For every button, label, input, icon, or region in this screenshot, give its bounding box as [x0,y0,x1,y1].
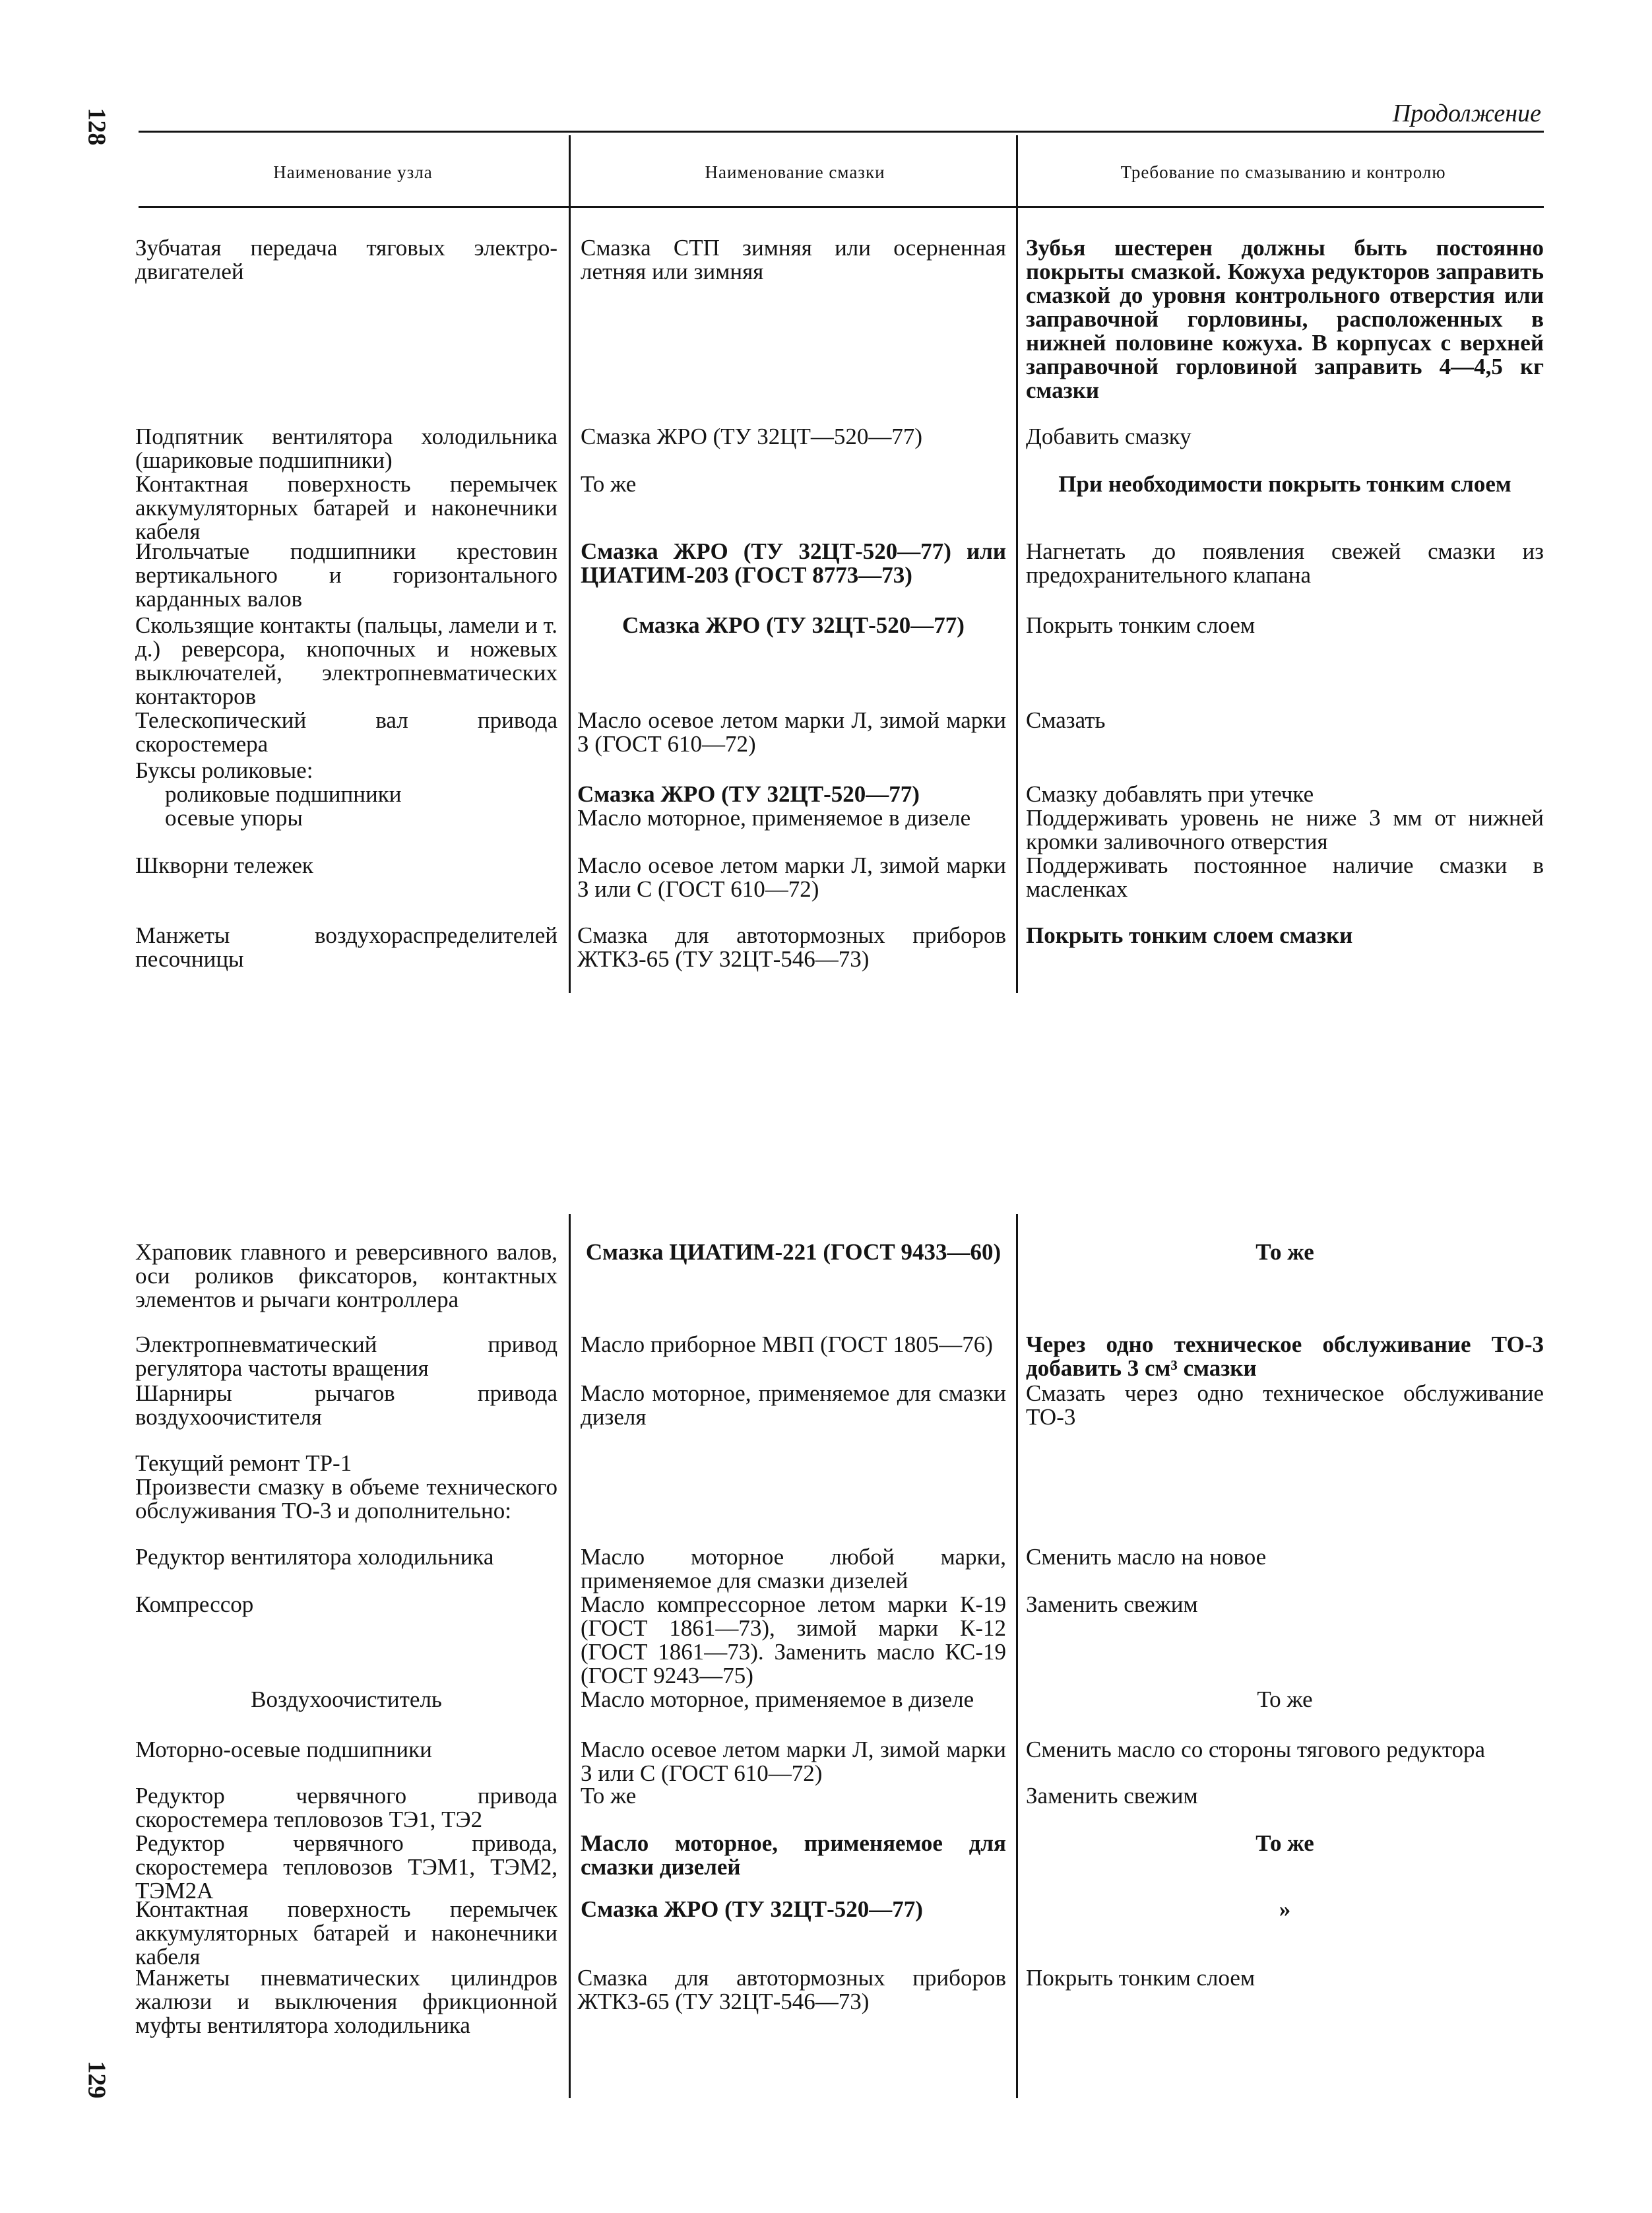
table-row-requirement: Заменить свежим [1026,1783,1198,1809]
page-number-bottom: 129 [82,2061,111,2099]
table-row-lubricant: Смазка ЖРО (ТУ 32ЦТ-520—77) или ЦИАТИМ-203 (ГОСТ 8773—73) [581,538,1006,589]
table-row-unit: Манжеты воздухораспределителей песочницы [135,922,557,973]
table-row-requirement: Сменить масло со стороны тягового редуктора [1026,1737,1486,1762]
table-row-requirement: Поддерживать уровень не ниже 3 мм от нижней кромки заливочного отверстия [1026,805,1544,855]
table-row-unit: Воздухоочиститель [251,1686,442,1712]
table-row-unit: Манжеты пневматических цилиндров жалюзи и выключения фрикционной муфты вентилятора холодильника [135,1965,557,2039]
column-header-unit: Наименование узла [273,162,433,182]
table-row-requirement: Поддерживать постоянное наличие смазки в масленках [1026,852,1544,903]
table-row-requirement: То же [1255,1239,1314,1265]
table-row-unit: Контактная поверхность перемычек аккумуляторных батарей и наконечники кабеля [135,471,557,545]
table-row-unit: Игольчатые подшипники крестовин вертикального и горизонтального карданных валов [135,538,557,612]
table-row-lubricant: Смазка ЦИАТИМ-221 (ГОСТ 9433—60) [585,1239,1001,1265]
table-row-requirement: При необходимости покрыть тонким слоем [1058,471,1511,497]
table-row-unit: Скользящие контакты (пальцы, ламели и т. д.) реверсора, кнопочных и ножевых выключателей, электропневматических контакторов [135,612,557,710]
table-row-requirement: Добавить смазку [1026,424,1191,449]
table-row-requirement: Смазать [1026,707,1106,733]
table-row-unit: Шкворни тележек [135,852,313,878]
table-row-unit: Произвести смазку в объеме технического обслуживания ТО-3 и дополнительно: [135,1474,557,1524]
table-row-lubricant: Масло осевое летом марки Л, зимой марки З (ГОСТ 610—72) [577,707,1006,757]
table-row-requirement: Смазку добавлять при утечке [1026,781,1314,807]
table-row-lubricant: Масло моторное, применяемое для смазки дизелей [581,1830,1006,1880]
table-row-requirement: Покрыть тонким слоем [1026,612,1255,638]
table-row-lubricant: Масло приборное МВП (ГОСТ 1805—76) [581,1331,993,1357]
column-divider-2-top [1016,135,1018,993]
table-row-lubricant: Масло осевое летом марки Л, зимой марки З или С (ГОСТ 610—72) [577,852,1006,903]
table-row-lubricant: Смазка ЖРО (ТУ 32ЦТ-520—77) [577,781,920,807]
table-row-requirement: Заменить свежим [1026,1591,1198,1617]
table-row-requirement: Покрыть тонким слоем смазки [1026,922,1353,948]
table-row-requirement: » [1279,1896,1291,1922]
page-number-top: 128 [82,108,111,146]
table-row-lubricant: Смазка ЖРО (ТУ 32ЦТ-520—77) [581,1896,923,1922]
table-row-unit: Подпятник вентилятора холодильника (шариковые подшипники) [135,424,557,474]
table-row-unit: Текущий ремонт ТР-1 [135,1450,352,1476]
table-row-lubricant: Смазка для автотормозных приборов ЖТКЗ-65 (ТУ 32ЦТ-546—73) [577,1965,1006,2015]
table-row-requirement: То же [1257,1686,1313,1712]
table-row-unit: роликовые подшипники [165,781,402,807]
table-row-unit: Буксы роликовые: [135,757,313,783]
table-row-unit: Редуктор червячного привода, скоростемера тепловозов ТЭМ1, ТЭМ2, ТЭМ2А [135,1830,557,1904]
table-row-lubricant: Смазка СТП зимняя или осерненная летняя или зимняя [581,235,1006,285]
column-divider-1-bottom [569,1214,571,2098]
table-row-lubricant: Масло компрессорное летом марки К-19 (ГОСТ 1861—73), зимой марки К-12 (ГОСТ 1861—73). Заменить масло КС-19 (ГОСТ 9243—75) [581,1591,1006,1689]
table-row-requirement: Сменить масло на новое [1026,1544,1267,1570]
table-row-requirement: Смазать через одно техническое обслуживание ТО-3 [1026,1380,1544,1430]
table-row-unit: Контактная поверхность перемычек аккумуляторных батарей и наконечники кабеля [135,1896,557,1970]
table-row-requirement: Через одно техническое обслуживание ТО-3 добавить 3 см³ смазки [1026,1331,1544,1382]
table-row-unit: осевые упоры [165,805,303,831]
continuation-label: Продолжение [1392,100,1541,127]
table-row-unit: Телескопический вал привода скоростемера [135,707,557,757]
table-row-lubricant: Смазка ЖРО (ТУ 32ЦТ-520—77) [622,612,965,638]
table-row-lubricant: Масло моторное любой марки, применяемое для смазки дизелей [581,1544,1006,1594]
table-row-unit: Электропневматический привод регулятора частоты вращения [135,1331,557,1382]
table-row-unit: Зубчатая передача тяговых электро-двигателей [135,235,557,285]
table-row-unit: Компрессор [135,1591,254,1617]
table-row-unit: Шарниры рычагов привода воздухоочистителя [135,1380,557,1430]
table-row-requirement: Нагнетать до появления свежей смазки из предохранительного клапана [1026,538,1544,589]
table-row-lubricant: Масло осевое летом марки Л, зимой марки З или С (ГОСТ 610—72) [581,1737,1006,1787]
table-row-unit: Редуктор вентилятора холодильника [135,1544,494,1570]
table-row-lubricant: То же [581,1783,637,1809]
table-row-lubricant: Смазка для автотормозных приборов ЖТКЗ-65 (ТУ 32ЦТ-546—73) [577,922,1006,973]
column-header-requirement: Требование по смазыванию и контролю [1120,162,1446,182]
table-row-requirement: Зубья шестерен должны быть постоянно покрыты смазкой. Кожуха редукторов заправить смазкой до уровня контрольного отверстия или заправочной горловины, расположенных в нижней половине кожуха. В корпусах с верхней заправочной горловиной заправить 4—4,5 кг смазки [1026,235,1544,404]
column-divider-2-bottom [1016,1214,1018,2098]
table-row-unit: Храповик главного и реверсивного валов, оси роликов фиксаторов, контактных элементов и рычаги контроллера [135,1239,557,1313]
table-row-requirement: То же [1255,1830,1314,1856]
table-row-unit: Редуктор червячного привода скоростемера тепловозов ТЭ1, ТЭ2 [135,1783,557,1833]
table-row-lubricant: Масло моторное, применяемое в дизеле [577,805,971,831]
table-row-lubricant: То же [581,471,637,497]
header-rule-top [139,131,1544,133]
table-row-lubricant: Смазка ЖРО (ТУ 32ЦТ—520—77) [581,424,923,449]
column-divider-1-top [569,135,571,993]
table-row-unit: Моторно-осевые подшипники [135,1737,432,1762]
table-row-requirement: Покрыть тонким слоем [1026,1965,1255,1991]
column-header-lubricant: Наименование смазки [705,162,885,182]
table-row-lubricant: Масло моторное, применяемое для смазки дизеля [581,1380,1006,1430]
header-rule-bottom [139,206,1544,208]
table-row-lubricant: Масло моторное, применяемое в дизеле [581,1686,974,1712]
